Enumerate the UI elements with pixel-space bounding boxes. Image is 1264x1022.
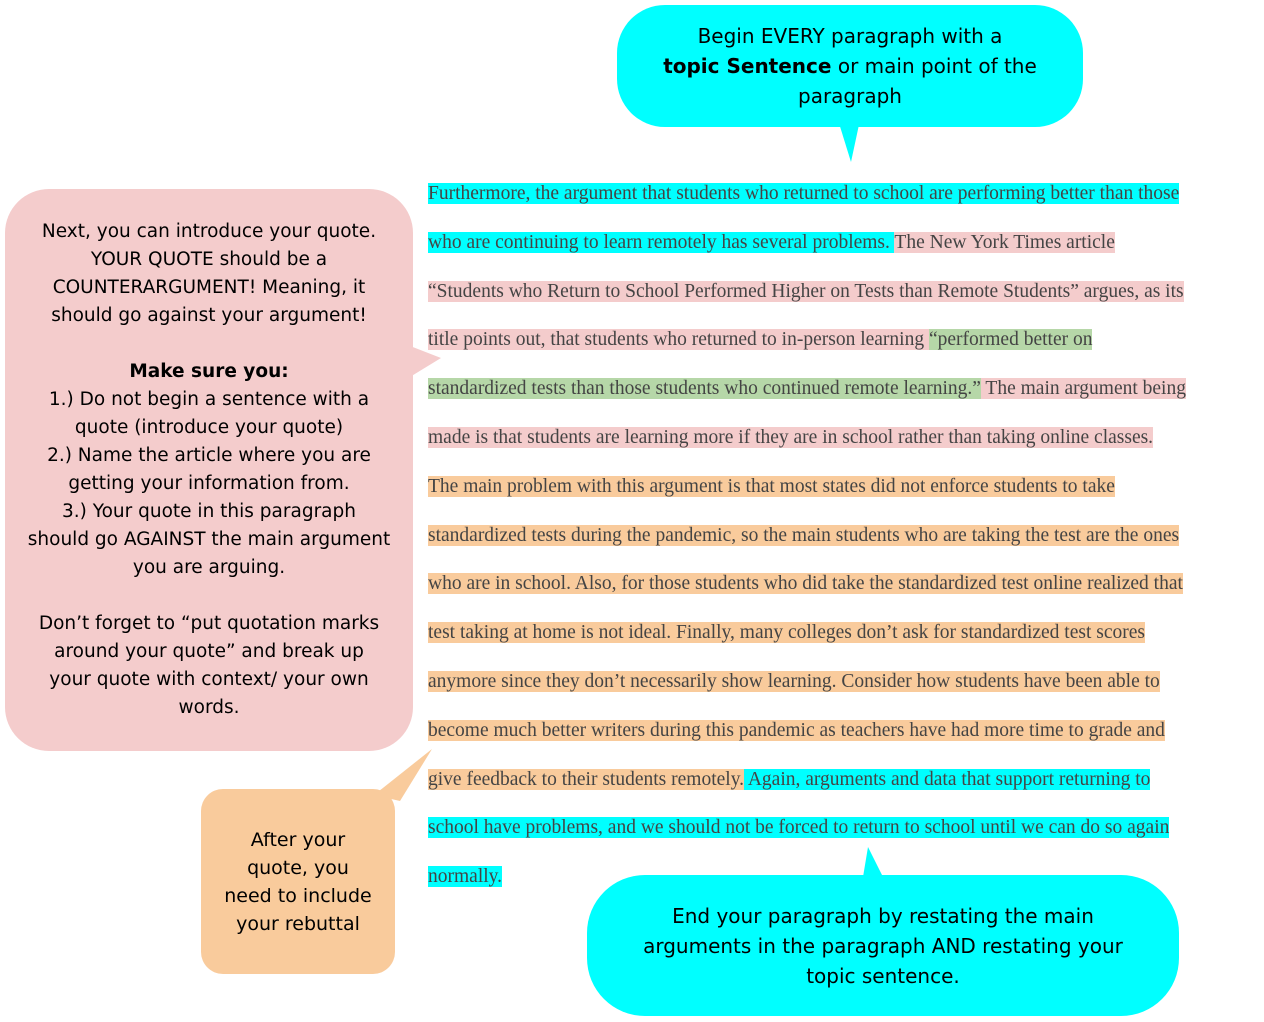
essay-line [428,560,1264,609]
essay-line [428,609,1264,658]
topic-callout-bold: topic Sentence [663,54,832,78]
essay-segment: school have problems, and we should not be forced to return to school until we can do so again [428,817,1170,839]
essay-line [428,512,1264,561]
essay-segment: give feedback to their students remotely. [428,768,745,790]
essay-line [428,463,1264,512]
rebuttal-callout-line: need to include [224,884,372,907]
essay-line [428,658,1264,707]
checklist-item: 2.) Name the article where you are [47,445,371,466]
conclusion-callout-line: topic sentence. [806,963,960,988]
essay-line [428,707,1264,756]
topic-callout-line: paragraph [798,84,902,108]
rebuttal-callout-line: your rebuttal [236,912,360,935]
reminder-line: words. [178,697,240,718]
essay-line [428,316,1264,365]
essay-line [428,365,1264,414]
essay-segment: “Students who Return to School Performed Higher on Tests than Remote Students” argues, as its [428,280,1184,302]
topic-callout-text: or main point of the [831,54,1037,78]
essay-segment: who are continuing to learn remotely has several problems. [428,231,895,253]
rebuttal-callout-line: quote, you [247,856,349,879]
rebuttal-callout [201,789,395,974]
make-sure-heading: Make sure you: [129,361,289,382]
essay-paragraph [428,170,1264,902]
conclusion-callout-line: arguments in the paragraph AND restating your [643,933,1123,958]
checklist-item: should go AGAINST the main argument [27,529,391,550]
checklist-item: quote (introduce your quote) [74,417,344,438]
conclusion-callout-line: End your paragraph by restating the main [672,903,1094,928]
quote-instruction-callout [5,189,413,751]
essay-segment: test taking at home is not ideal. Finally, many colleges don’t ask for standardized test scores [428,622,1145,644]
topic-sentence-callout [617,5,1083,127]
essay-line [428,170,1264,219]
essay-line [428,804,1264,853]
essay-line [428,268,1264,317]
checklist-item: you are arguing. [132,557,286,578]
essay-segment: The New York Times article [894,231,1115,253]
essay-line [428,414,1264,463]
essay-line [428,853,1264,902]
spacer [28,582,390,610]
spacer [28,330,390,358]
reminder-line: Don’t forget to “put quotation marks [38,613,380,634]
essay-segment: who are in school. Also, for those students who did take the standardized test online realized that [428,573,1183,595]
essay-segment: Furthermore, the argument that students who returned to school are performing better than those [428,183,1180,204]
essay-segment: Again, arguments and data that support returning to [744,768,1151,790]
essay-segment: standardized tests than those students who continued remote learning.” [428,378,981,400]
essay-segment: become much better writers during this pandemic as teachers have had more time to grade and [428,719,1165,741]
essay-segment: The main argument being [980,378,1186,400]
essay-segment: title points out, that students who returned to in-person learning [428,329,929,351]
essay-segment: anymore since they don’t necessarily show learning. Consider how students have been able to [428,670,1160,692]
topic-callout-line: Begin EVERY paragraph with a [697,24,1003,48]
essay-segment: “performed better on [928,329,1093,351]
essay-line [428,756,1264,805]
rebuttal-callout-line: After your [250,828,346,851]
reminder-line: your quote with context/ your own [49,669,369,690]
essay-segment: standardized tests during the pandemic, so the main students who are taking the test are the ones [428,524,1180,546]
essay-segment: normally. [428,866,503,888]
essay-line [428,219,1264,268]
quote-callout-line: YOUR QUOTE should be a [90,249,328,270]
checklist-item: getting your information from. [68,473,350,494]
checklist-item: 3.) Your quote in this paragraph [62,501,356,522]
essay-segment: The main problem with this argument is that most states did not enforce students to take [428,475,1115,497]
topic-callout-line [663,51,1037,81]
essay-segment: made is that students are learning more if they are in school rather than taking online classes. [428,426,1154,448]
quote-callout-line: COUNTERARGUMENT! Meaning, it [52,277,366,298]
quote-callout-line: should go against your argument! [51,305,367,326]
checklist-item: 1.) Do not begin a sentence with a [48,389,370,410]
reminder-line: around your quote” and break up [54,641,364,662]
quote-callout-line: Next, you can introduce your quote. [41,221,377,242]
